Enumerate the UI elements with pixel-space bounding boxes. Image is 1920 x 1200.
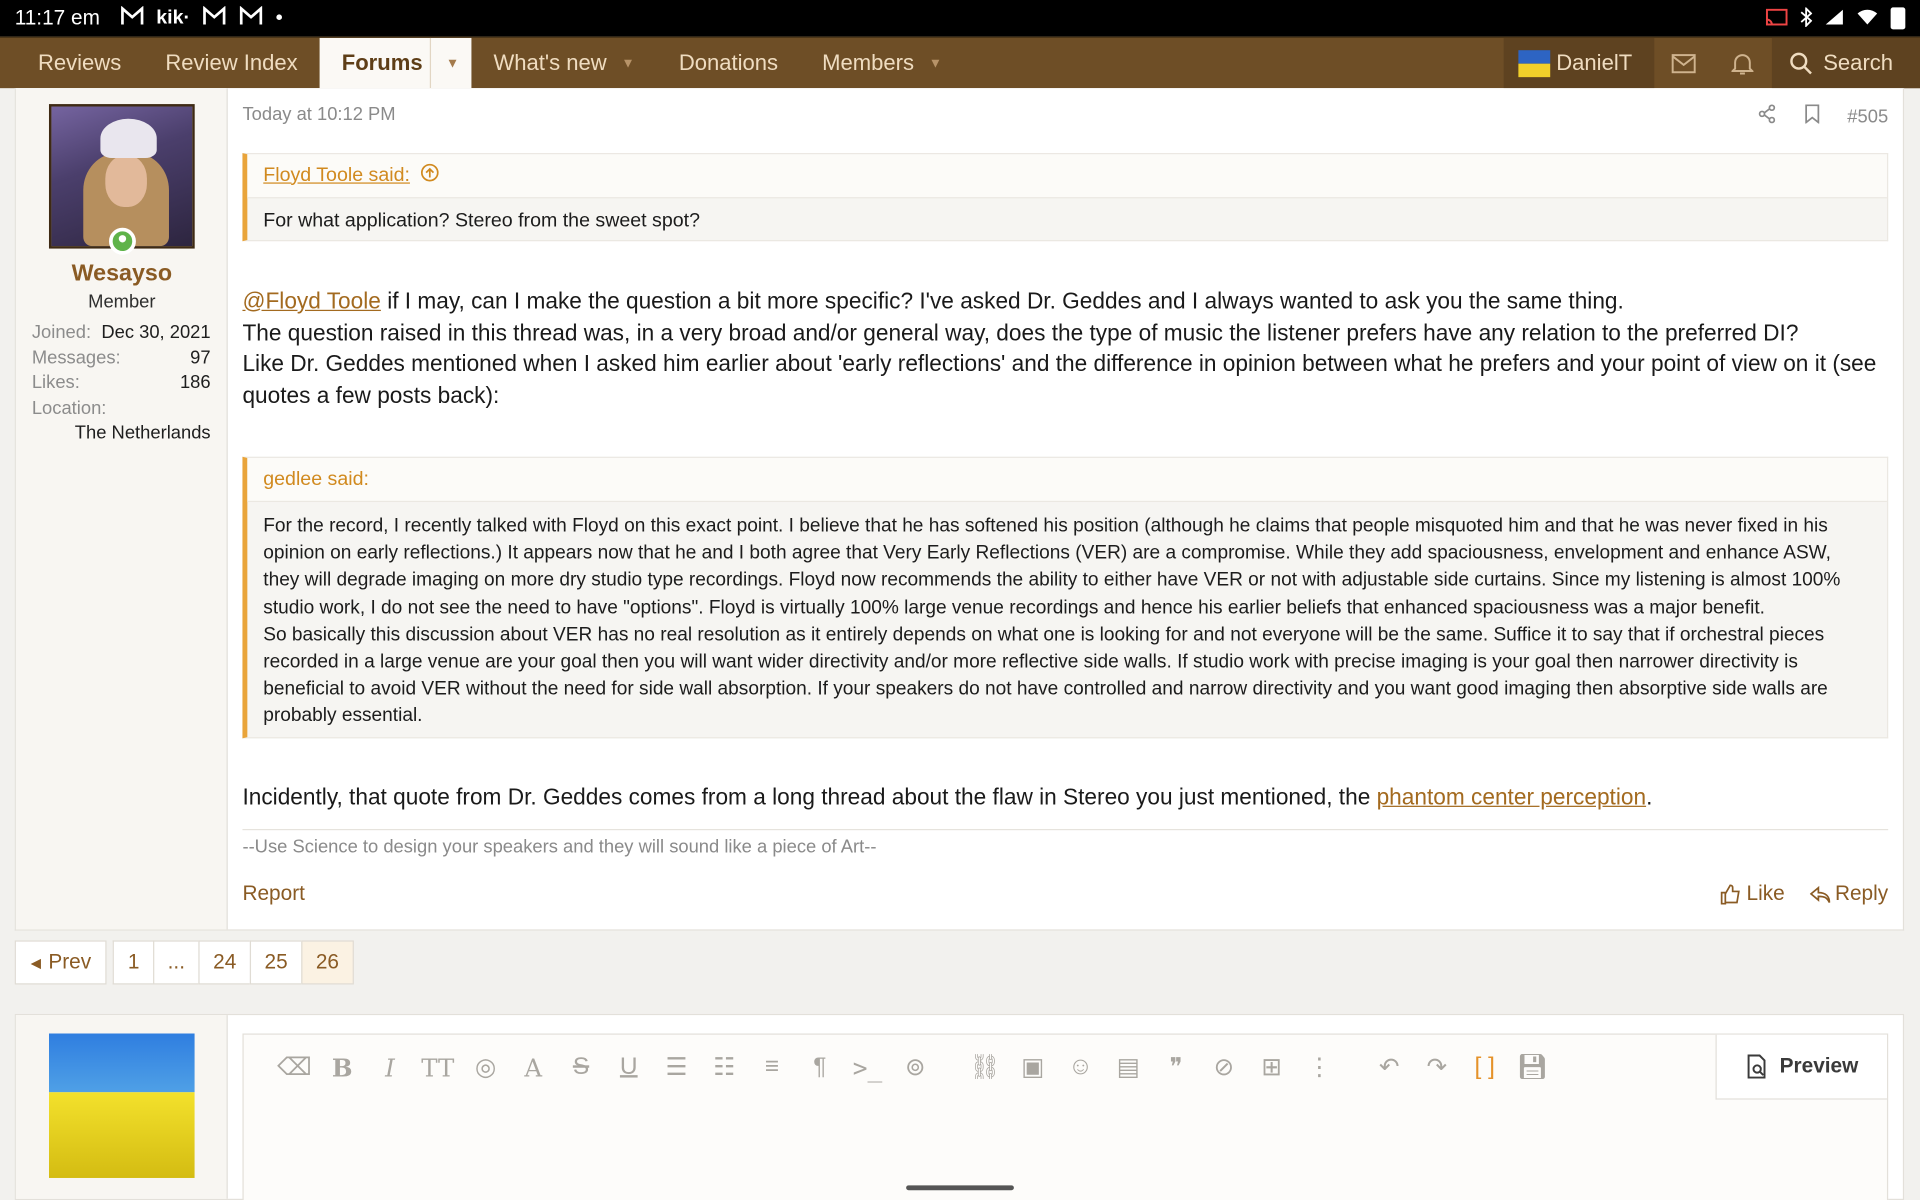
search-button[interactable]: Search <box>1772 38 1920 88</box>
link-icon[interactable]: ⛓ <box>969 1054 1001 1082</box>
editor-toolbar <box>244 1035 1887 1100</box>
post-timestamp[interactable]: Today at 10:12 PM <box>242 104 396 125</box>
user-stats: Joined: Dec 30, 2021 Messages: 97 Likes: 186 Location: The Netherlands <box>32 321 211 447</box>
eraser-icon[interactable]: ⌫ <box>277 1054 312 1082</box>
quote-author-link[interactable]: Floyd Toole said: <box>263 164 410 186</box>
pagination <box>15 940 354 984</box>
joined-date: Dec 30, 2021 <box>101 322 211 343</box>
like-button[interactable]: Like <box>1721 882 1785 906</box>
paragraph-icon[interactable]: ¶ <box>813 1053 827 1081</box>
spoiler-icon[interactable]: ⊚ <box>905 1054 926 1082</box>
preview-button[interactable]: Preview <box>1716 1035 1887 1100</box>
arrow-up-circle-icon[interactable] <box>420 163 440 189</box>
whats-new-dropdown-icon[interactable]: ▼ <box>621 55 635 71</box>
redo-icon[interactable]: ↷ <box>1426 1054 1448 1082</box>
palette-icon[interactable]: ◎ <box>474 1054 497 1082</box>
thumbs-up-icon <box>1721 883 1742 904</box>
post-body: @Floyd Toole if I may, can I make the question a bit more specific? I've asked Dr. Geddes and I always wanted to ask you the same thing. The question raised in this thread was, in a very broad and/or general way, does the type of music the listener prefers have any relation to the preferred DI? Like Dr. Geddes mentioned when I asked him earlier about 'early reflections' and the difference in opinion between what he prefers and your point of view on it (see quotes a few posts back): <box>242 285 1888 411</box>
bold-icon[interactable]: B <box>331 1052 353 1082</box>
nav-forums[interactable]: Forums ▼ <box>320 38 472 88</box>
home-indicator[interactable] <box>906 1185 1014 1190</box>
status-bar <box>0 0 1920 37</box>
page-link[interactable]: 24 <box>198 940 249 984</box>
post-paragraph: Like Dr. Geddes mentioned when I asked him earlier about 'early reflections' and the difference in opinion between what he prefers and your point of view on it (see quotes a few posts back): <box>242 350 1877 408</box>
quote-paragraph: For the record, I recently talked with Floyd on this exact point. I believe that he has softened his position (although he claims that people misquoted him and that he was never fixed in his opinion on early reflections.) It appears now that he and I both agree that Very Early Reflections (VER) are a compromise. While they add spaciousness, envelopment and enhance ASW, they will degrade imaging on more dry studio type recordings. Floyd now recommends the ability to either have VER or not with adjustable side curtains. Since my listening is almost 100% studio work, I do not see the need to have "options". Floyd is virtually 100% large venue recordings and hence his earlier beliefs that enhanced spaciousness was a major benefit. <box>263 515 1841 618</box>
kik-icon: kik· <box>156 7 191 29</box>
share-icon[interactable] <box>1757 104 1777 128</box>
smiley-icon[interactable]: ☺ <box>1068 1053 1094 1081</box>
signature: --Use Science to design your speakers and they will sound like a piece of Art-- <box>242 836 877 858</box>
bullet-list-icon[interactable]: ☰ <box>665 1054 688 1082</box>
bbcode-toggle-icon[interactable]: [ ] <box>1474 1053 1495 1081</box>
italic-icon[interactable]: I <box>385 1052 395 1082</box>
message-count: 97 <box>190 347 211 368</box>
nav-review-index[interactable]: Review Index <box>165 50 298 75</box>
battery-icon <box>1891 7 1906 29</box>
hide-icon[interactable]: ⊘ <box>1213 1054 1235 1082</box>
forums-dropdown-icon[interactable]: ▼ <box>430 38 459 88</box>
preview-icon <box>1745 1054 1769 1078</box>
user-location[interactable]: The Netherlands <box>74 422 211 444</box>
quote-icon[interactable]: ❞ <box>1169 1054 1183 1082</box>
ukraine-flag-icon <box>1518 50 1550 77</box>
gmail-icon <box>202 6 226 32</box>
save-draft-icon[interactable]: 💾︎ <box>1516 1054 1548 1082</box>
post-username[interactable]: Wesayso <box>71 260 173 287</box>
reply-button[interactable]: Reply <box>1809 882 1888 906</box>
inbox-icon[interactable] <box>1654 38 1713 88</box>
media-icon[interactable]: ▤ <box>1116 1054 1140 1082</box>
post-paragraph: Incidently, that quote from Dr. Geddes comes from a long thread about the flaw in Stereo you just mentioned, the phantom center perception. <box>242 783 1653 810</box>
online-status-icon <box>109 228 136 255</box>
bell-icon[interactable] <box>1713 38 1772 88</box>
prev-page-button[interactable]: ◀ Prev <box>15 940 107 984</box>
wifi-icon <box>1856 8 1878 29</box>
strikethrough-icon[interactable]: S <box>572 1053 590 1081</box>
cast-icon <box>1766 8 1788 29</box>
page-ellipsis[interactable]: ... <box>153 940 199 984</box>
underline-icon[interactable]: U <box>619 1053 638 1081</box>
user-title: Member <box>88 291 156 313</box>
font-size-icon[interactable]: TT <box>421 1052 455 1082</box>
quote-paragraph: So basically this discussion about VER has no real resolution as it entirely depends on what one is looking for and not everyone will be the same. Suffice it to say that if orchestral pieces recorded in a large venue are your goal then you will want wider directivity and/or more reflective side walls. If studio work with precise imaging is your goal then narrower directivity is beneficial to avoid VER without the need for side wall absorption. If your speakers do not have controlled and narrow directivity and you want good imaging then absorptive side walls are probably essential. <box>263 624 1828 727</box>
quick-reply <box>15 1014 1904 1200</box>
post-paragraph: The question raised in this thread was, in a very broad and/or general way, does the type of music the listener prefers have any relation to the preferred DI? <box>242 319 1799 345</box>
quote-block <box>242 457 1888 739</box>
status-time: 11:17 em <box>14 6 100 30</box>
gmail-icon <box>120 6 144 32</box>
page-link[interactable]: 1 <box>113 940 153 984</box>
image-icon[interactable]: ▣ <box>1021 1054 1045 1082</box>
chevron-left-icon: ◀ <box>30 955 41 971</box>
nav-members[interactable]: Members ▼ <box>822 50 943 75</box>
nav-reviews[interactable]: Reviews <box>37 50 122 75</box>
nav-donations[interactable]: Donations <box>678 50 779 75</box>
forum-post <box>15 88 1904 930</box>
phantom-center-link[interactable]: phantom center perception <box>1376 783 1647 810</box>
likes-count: 186 <box>179 372 211 394</box>
user-mention-link[interactable]: @Floyd Toole <box>242 287 381 314</box>
quote-block <box>242 153 1888 241</box>
table-icon[interactable]: ⊞ <box>1261 1054 1282 1082</box>
post-user-panel <box>16 88 228 929</box>
post-number[interactable]: #505 <box>1847 105 1889 127</box>
dot-icon: • <box>275 7 283 29</box>
report-link[interactable]: Report <box>242 881 305 905</box>
more-options-icon[interactable]: ⋮ <box>1307 1054 1332 1082</box>
code-icon[interactable]: >_ <box>852 1052 883 1082</box>
main-nav <box>0 37 1920 88</box>
current-user-avatar <box>49 1033 195 1177</box>
font-family-icon[interactable]: A <box>524 1052 543 1082</box>
account-menu[interactable] <box>1504 38 1655 88</box>
page-link[interactable]: 25 <box>250 940 301 984</box>
reply-editor[interactable] <box>242 1033 1888 1200</box>
bluetooth-icon <box>1800 7 1812 30</box>
undo-icon[interactable]: ↶ <box>1378 1054 1400 1082</box>
account-username: DanielT <box>1556 50 1633 75</box>
members-dropdown-icon[interactable]: ▼ <box>928 55 943 71</box>
nav-whats-new[interactable]: What's new ▼ <box>493 50 635 75</box>
gmail-icon <box>239 6 263 32</box>
page-link-current[interactable]: 26 <box>301 940 354 984</box>
reply-icon <box>1809 885 1830 903</box>
bookmark-icon[interactable] <box>1803 104 1820 128</box>
signature-divider <box>242 829 1888 830</box>
search-icon <box>1789 51 1813 75</box>
quote-author[interactable]: gedlee said: <box>263 468 369 490</box>
signal-icon <box>1825 8 1845 29</box>
align-icon[interactable]: ≡ <box>764 1053 780 1081</box>
quote-text: For what application? Stereo from the sweet spot? <box>263 210 700 232</box>
numbered-list-icon[interactable]: ☷ <box>713 1054 736 1082</box>
